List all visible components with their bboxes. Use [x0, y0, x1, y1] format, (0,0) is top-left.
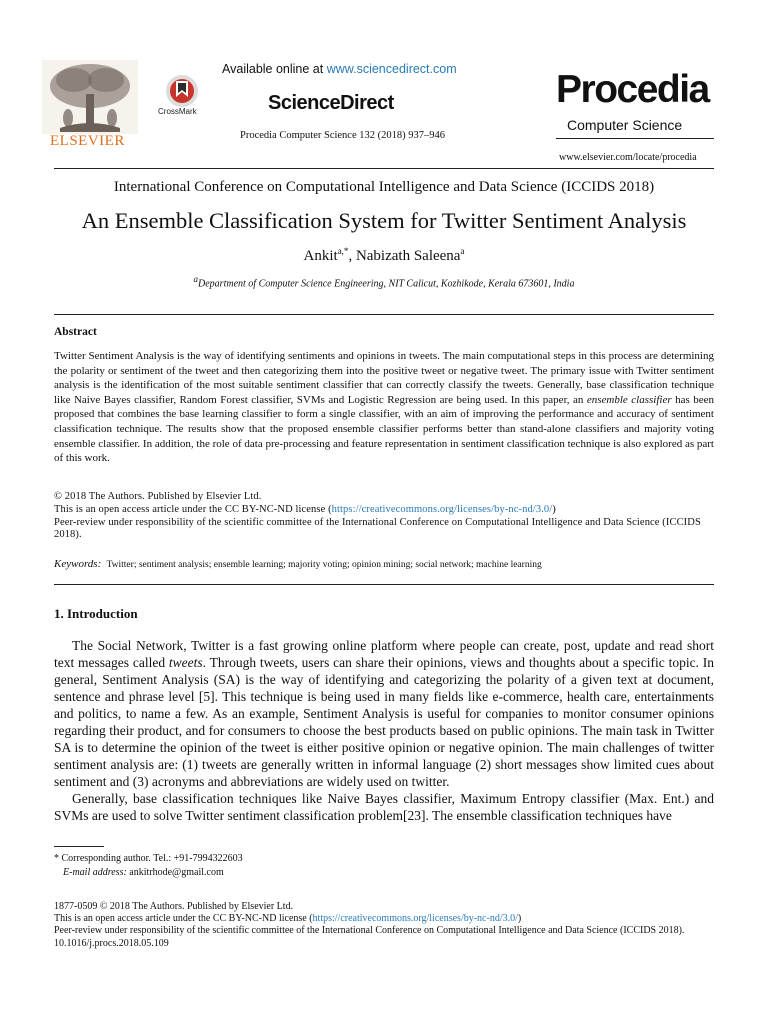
intro-p1-text-2: . Through tweets, users can share their opinions, views and thoughts about a specific topic. In general, Sentiment Analysis (SA) is the way of identifying and categorizing the polarity of a given text at document, sentence and phrase level [5]. This technique is being used in many fields like e-commerce, health care, entertainments and politics, to name a few. As an example, Sentiment Analysis is useful for companies to monitor consumer opinions regarding their product, and for consumers to choose the best products based on public opinions. The main task in Twitter SA is to determine the opinion of the tweet is either positive opinion or negative opinion. The main challenges of twitter sentiment analysis are: (1) tweets are generally written in informal language (2) short messages show limited cues about sentiment and (3) acronyms and abbreviations are widely used on twitter.	[54, 655, 714, 789]
sciencedirect-link[interactable]: www.sciencedirect.com	[326, 62, 457, 76]
procedia-wordmark: Procedia	[556, 68, 709, 111]
license-line	[54, 504, 720, 517]
page-footer	[54, 901, 724, 950]
affiliation-text: Department of Computer Science Engineering, NIT Calicut, Kozhikode, Kerala 673601, India	[198, 278, 575, 290]
intro-paragraph-2: Generally, base classification techniques like Naive Bayes classifier, Maximum Entropy classifier (Max. Ent.) and SVMs are used to solve Twitter sentiment classification problem[23]. The ensemble classification techniques have	[54, 791, 714, 823]
keywords	[54, 558, 542, 570]
footnote	[54, 852, 243, 880]
intro-p1-emphasis: tweets	[168, 655, 203, 670]
footer-issn: 1877-0509 © 2018 The Authors. Published by Elsevier Ltd.	[54, 901, 294, 912]
keywords-label: Keywords:	[54, 558, 102, 570]
abstract-emphasis: ensemble classifier	[586, 393, 672, 406]
license-prefix: This is an open access article under the CC BY-NC-ND license (	[54, 503, 332, 515]
email-address[interactable]: ankitrhode@gmail.com	[126, 867, 224, 878]
author-2-sup: a	[460, 246, 465, 256]
available-online	[222, 62, 457, 76]
procedia-divider	[556, 138, 714, 139]
footer-peer-review: Peer-review under responsibility of the scientific committee of the International Conference on Computational Intelligence and Data Science (ICCIDS 2018).	[54, 925, 685, 937]
footer-license-link[interactable]: https://creativecommons.org/licenses/by-nc-nd/3.0/	[312, 913, 518, 925]
affiliation	[0, 274, 768, 289]
footer-license-prefix: This is an open access article under the CC BY-NC-ND license (	[54, 913, 313, 925]
abstract-bottom-divider	[54, 584, 714, 585]
abstract-heading: Abstract	[54, 326, 97, 338]
email-label: E-mail address:	[63, 867, 127, 878]
procedia-subtitle: Computer Science	[567, 117, 683, 133]
conference-name: International Conference on Computational Intelligence and Data Science (ICCIDS 2018)	[113, 179, 655, 195]
corresponding-author: * Corresponding author. Tel.: +91-7994322603	[54, 853, 243, 864]
paper-title: An Ensemble Classification System for Twitter Sentiment Analysis	[81, 208, 687, 233]
author-list	[0, 246, 768, 265]
introduction-body	[54, 637, 714, 824]
footer-doi[interactable]: 10.1016/j.procs.2018.05.109	[54, 937, 169, 949]
footer-license-suffix: )	[517, 913, 522, 925]
copyright-line: © 2018 The Authors. Published by Elsevier Ltd.	[54, 491, 262, 502]
elsevier-url[interactable]: www.elsevier.com/locate/procedia	[559, 152, 697, 163]
author-2: , Nabizath Saleena	[348, 248, 461, 264]
crossmark-label: CrossMark	[158, 107, 197, 116]
journal-reference: Procedia Computer Science 132 (2018) 937–946	[240, 130, 445, 141]
abstract-body	[54, 349, 714, 466]
keywords-text: Twitter; sentiment analysis; ensemble learning; majority voting; opinion mining; social network; machine learning	[106, 560, 542, 570]
peer-review-line: Peer-review under responsibility of the scientific committee of the International Conference on Computational Intelligence and Data Science (ICCIDS 2018).	[54, 516, 701, 541]
sciencedirect-wordmark: ScienceDirect	[268, 92, 394, 114]
author-1-sup: a,*	[337, 246, 349, 256]
copyright-block	[54, 491, 720, 542]
abstract-text-2: has been proposed that combines the base learning classifier to form a single classifier, with an aim of improving the performance and accuracy of sentiment classification technique. The results show that the proposed ensemble classifier performs better than stand-alone classifiers and majority voting ensemble classifier. In addition, the role of data pre-processing and feature representation in sentiment classification technique is also explored as part of this work.	[54, 393, 714, 465]
intro-paragraph-1	[54, 637, 714, 790]
abstract-top-divider	[54, 314, 714, 315]
header-divider	[54, 168, 714, 169]
license-link[interactable]: https://creativecommons.org/licenses/by-nc-nd/3.0/	[331, 503, 553, 515]
abstract-text-1: Twitter Sentiment Analysis is the way of identifying sentiments and opinions in tweets. The main computational steps in this process are determining the polarity or sentiment of the tweet and then categorizing them into the positive tweet or negative tweet. The primary issue with Twitter sentiment analysis is the identification of the most suitable sentiment classifier that can correctly classify the tweets. Generally, base classification technique like Naive Bayes classifier, Random Forest classifier, SVMs and Logistic Regression are being used. In this paper, an	[54, 350, 714, 406]
license-suffix: )	[552, 503, 556, 515]
section-heading-introduction: 1. Introduction	[54, 606, 138, 621]
elsevier-wordmark: ELSEVIER	[50, 133, 125, 149]
author-1: Ankit	[303, 248, 338, 264]
available-prefix: Available online at	[222, 62, 327, 76]
intro-p1-text-1: The Social Network, Twitter is a fast growing online platform where people can create, post, update and read short text messages called	[54, 638, 714, 670]
email-line	[54, 866, 243, 880]
affiliation-sup: a	[193, 274, 199, 284]
footnote-divider	[54, 846, 104, 847]
footer-license	[54, 913, 724, 925]
